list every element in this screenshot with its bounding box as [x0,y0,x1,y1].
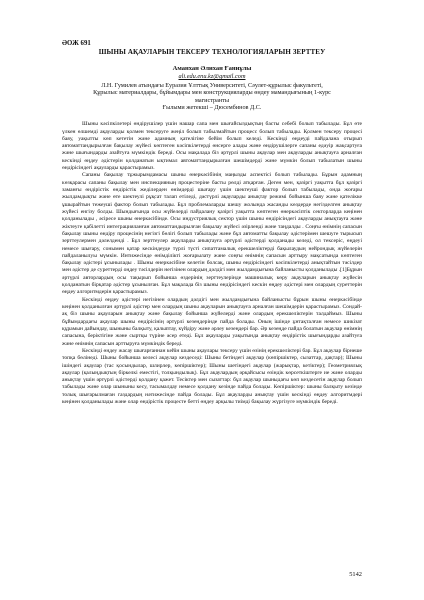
author-name: Аманхан Әлихан Ғаниұлы [172,65,252,72]
body-paragraph-2: Сапаны бақылау тұжырымдамасы шыны өнеркәсібінің маңызды аспектісі болып табылады. Бұрын адамның көзқарасы сапаны бақылау мен инспекцияның процестеріне басты рөлді атқарған. Деген мен, қазіргі уақытта бұл қазіргі заманғы өндірістік өндірістік жеділерден өнімдерді шығару үшін шектеуші фактор болып табылады, онда жоғары жылдамдықты және өте шектеулі рұқсат талап етіледі, дәстүрлі ақауларды анықтау режимі бойынша баяу және қателікке ұшырайтын тежеуші фактор болып табылады. Бұл проблемаларды шешу жолында жасанды көздерде негізделген анықтау жүйесі енгізу болды. Шындығында осы жүйелерді пайдалану қазіргі уақытта көптеген өнеркәсіптік секторларда кеңінен қолданылады , әсіресе шыны өнеркәсібінде. Осы индустриялық сектор үшін шыны өндірісіндегі ақауларды анықтауға және жіктеуге қабілетті интеграцияланған автоматтандырылған бақылау жүйесі әзірленді және таңдалды . Соңғы өнімнің сапасын бақылау шыны өндіру процесінің негізгі бөлігі болып табылады және бұл автоматты бақылау әдістерімен шешуге тырысып зерттеулермен дәлелденді . Бұл зерттеулер ақауларды анықтауға әртүрлі әдістерді қолданады келеді, ол тексеріс, өңдеуі немесе шығару, сонымен қатар кескіндеуде түрлі түсті сипаттамалық ерекшеліктерді бақылаудың нейрондық жүйелерін пайдаланылуы мүмкін. Интижесінде өнімділікті жоғарылату және соңғы өнімнің сапасын арттыру мақсатында көптеген бақылау әдістері ұсынылады . Шыны өнеркәсібіне келетін болсақ, шыны өндірісіндегі кәсіпкілетерді анықтайтын тәсілдер мен әдістер де суреттерді оңдеу тәсілдерін негізінен олардың дәлдігі мен жылдамдығына байланысты қолданылады .[1]Бұрын әртүрлі авторлардың осы тақырып бойынша өздерінің зерттеулерінде машиналық көру ақауларын анықтау жүйесін қолданатын бірқатар әдістер ұсынылған. Бұл мақалада біз шыны өндірісіндегі кескін өңдеу әдістері мен олардың суреттерін өңдеу алгоритмдерін қарастырамыз. [62,172,362,296]
paper-title: ШЫНЫ АҚАУЛАРЫН ТЕКСЕРУ ТЕХНОЛОГИЯЛАРЫН ЗЕРТТЕУ [98,48,326,56]
affiliation-line-3: магистранты [194,96,229,104]
udc-code: ӘОЖ 691 [62,40,91,47]
affiliation-line-2: Құрылыс материалдары, бұйымдары мен конструкцияларды өндеу мамандығының 1-курс [93,89,331,97]
article-body [62,121,362,406]
author-email[interactable]: ali.edu.enu.kz@gmail.com [178,73,246,80]
affiliation-line-1: Л.Н. Гумилев атындағы Еуразия Ұлттық Университеті, Сәулет-құрылыс факультеті, [101,82,323,89]
supervisor-line: Ғылыми жетекші – Дюсембинов Д.С. [162,104,262,112]
author-affiliation [62,82,362,104]
body-paragraph-3: Кескінді өңдеу әдістері негізінен олардың дәлдігі мен жылдамдығына байланысты бұрын шыны өнеркәсібінде кеңінен қолданылған әртүрлі әдістер мен олардың шыны ақауларын анықтауға арналған шешімдерін қарастырамыз. Сондай-ақ біз шыны ақауларын анықтау және бақылау бойынша жүйелерді және олардың ерекшеліктерін талдаймыз. Шыны бұйымдардағы ақаулар шыны өндірісінің әртүрлі кезеңдерінде пайда болады. Оның ішінде ұнтақталған немесе шикізат құрамын дайындау, шыныны балқыту, қалыптау, күйдіру және әрлеу кезеңдері бар. Әр кезеңде пайда болатын ақаулар өнімнің сапасына, беріктігіне және сыртқы түріне әсер етеді. Бұл ақауларды уақытында анықтау өндірістік шығындарды азайтуға және өнімнің сапасын арттыруға мүмкіндік береді. [62,296,362,347]
page-number: 5142 [349,571,362,578]
body-paragraph-1: Шыны кәсіпкілетері өндірушілер үшін нашар сапа мен шығайсыздықтың басты себебі болып табылады. Бұл өте үлкен өлшемді ақауларды қолмен тексеруге жеңіл болып табылмайтын процесс болып табылады. Қолмен тексеру процесі баяу, уақытты көп кететін және адамның қателігіне бейім болып келеді. Кескінді өңдеуді пайдалана отырып автоматтандырылған бақылау жүйесі көптеген кәсіпкілетерді өнсерге алады және өндірушілерге сапаны едәуір жақсартуға және шығындарды азайтуға мүмкіндік береді. Осы мақалада біз әртүрлі шыны ақаулар мен ақауларды анықтауға арналған кескінді өңдеу әдістерін қолданатын ықтимал автоматтандырылған шешімдерді және мүмкін болып табылатын шыны өндірісіндегі ақауларды қарастырамыз. [62,121,362,172]
body-paragraph-4: Кескінді өңдеу жасау шығарғаннан кейін шыны ақаулары тексеру үшін өзінің ерекшеліктері бар. Бұл ақаулар бірнеше топқа бөлінеді. Шыны бойынша келесі ақаулар кездеседі: Шыны бетіндегі ақаулар (көпіршіктер, сызаттар, дақтар); Шыны ішіндегі ақаулар (тас қосындылар, шлирлер, көпіршіктер); Шыны шетіндегі ақаулар (жарықтар, кетіктер); Геометриялық ақаулар (қалыңдықтың біркелкі еместігі, толқындылық). Бұл ақаулардың әрқайсысы өзіндік көрсеткіштерге ие және оларды анықтау үшін әртүрлі әдістерді қолдану қажет. Тесіктер мен сызаттар: бұл ақаулар шыныдағы көп кездесетін ақаулар болып табылады және олар шыныны кесу, тасымалдау немесе қолдану кезінде пайда болады. Көпіршіктер: шыны балқыту кезінде толық шығарылмаған газдардың нәтижесінде пайда болады. Бұл ақауларды анықтау үшін кескінді өңдеу алгоритмдері кеңінен қолданылады және олар өндірістік процесте бетті өңдеу арқылы тиімді бақылау жүргізуге мүмкіндік береді. [62,347,362,406]
